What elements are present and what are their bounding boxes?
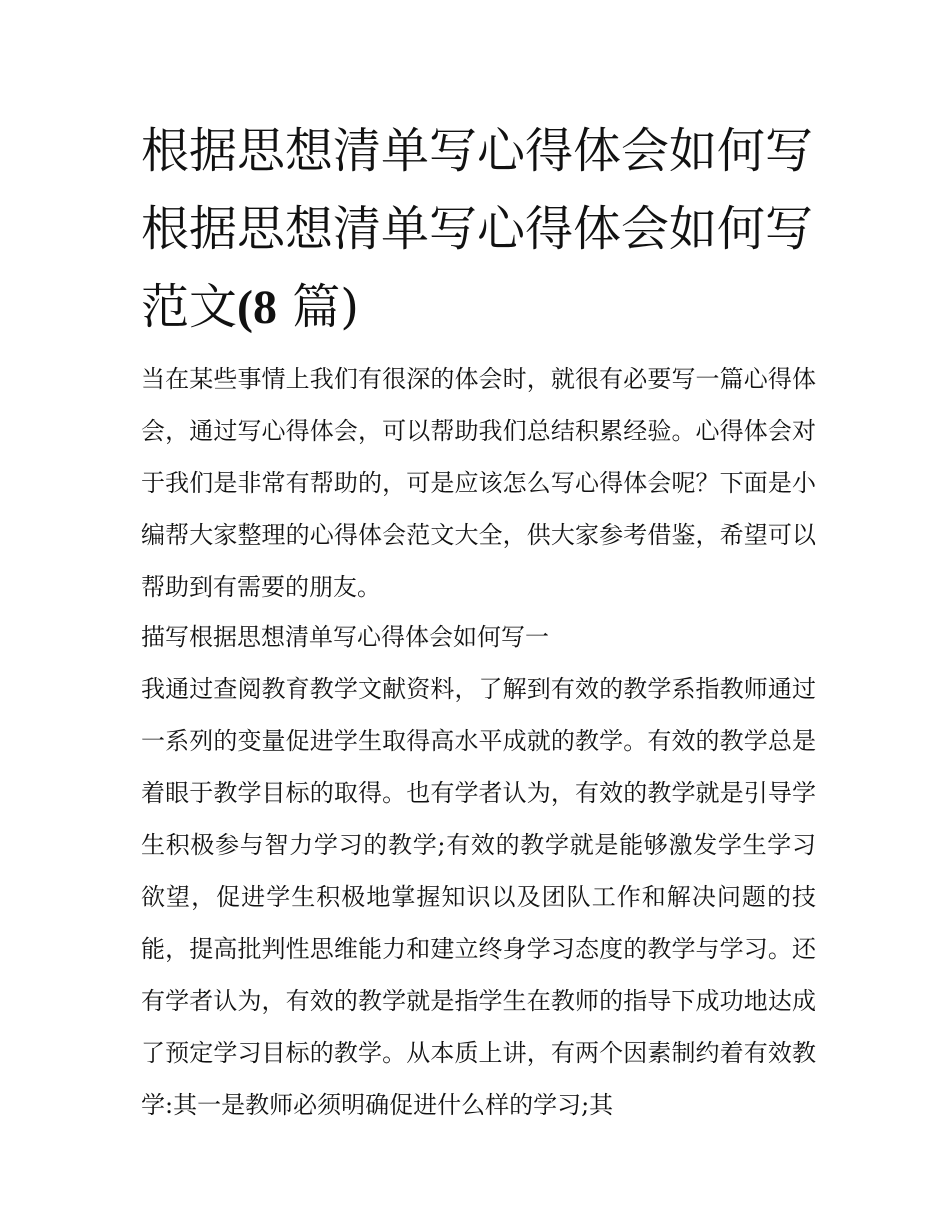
title-suffix: 篇) [277, 279, 359, 335]
document-title [141, 112, 821, 347]
intro-paragraph: 当在某些事情上我们有很深的体会时，就很有必要写一篇心得体会，通过写心得体会，可以帮助我们总结积累经验。心得体会对于我们是非常有帮助的，可是应该怎么写心得体会呢？下面是小编帮大家整理的心得体会范文大全，供大家参考借鉴，希望可以帮助到有需要的朋友。 [141, 365, 816, 601]
title-text: 根据思想清单写心得体会如何写 根据思想清单写心得体会如何写范文 [141, 123, 814, 335]
section-paragraph: 我通过查阅教育教学文献资料，了解到有效的教学系指教师通过一系列的变量促进学生取得高水平成就的教学。有效的教学总是着眼于教学目标的取得。也有学者认为，有效的教学就是引导学生积极参与智力学习的教学;有效的教学就是能够激发学生学习欲望，促进学生积极地掌握知识以及团队工作和解决问题的技能，提高批判性思维能力和建立终身学习态度的教学与学习。还有学者认为，有效的教学就是指学生在教师的指导下成功地达成了预定学习目标的教学。从本质上讲，有两个因素制约着有效教学:其一是教师必须明确促进什么样的学习;其 [141, 675, 816, 1119]
title-count: (8 [237, 281, 277, 334]
section-heading: 描写根据思想清单写心得体会如何写一 [141, 623, 549, 651]
